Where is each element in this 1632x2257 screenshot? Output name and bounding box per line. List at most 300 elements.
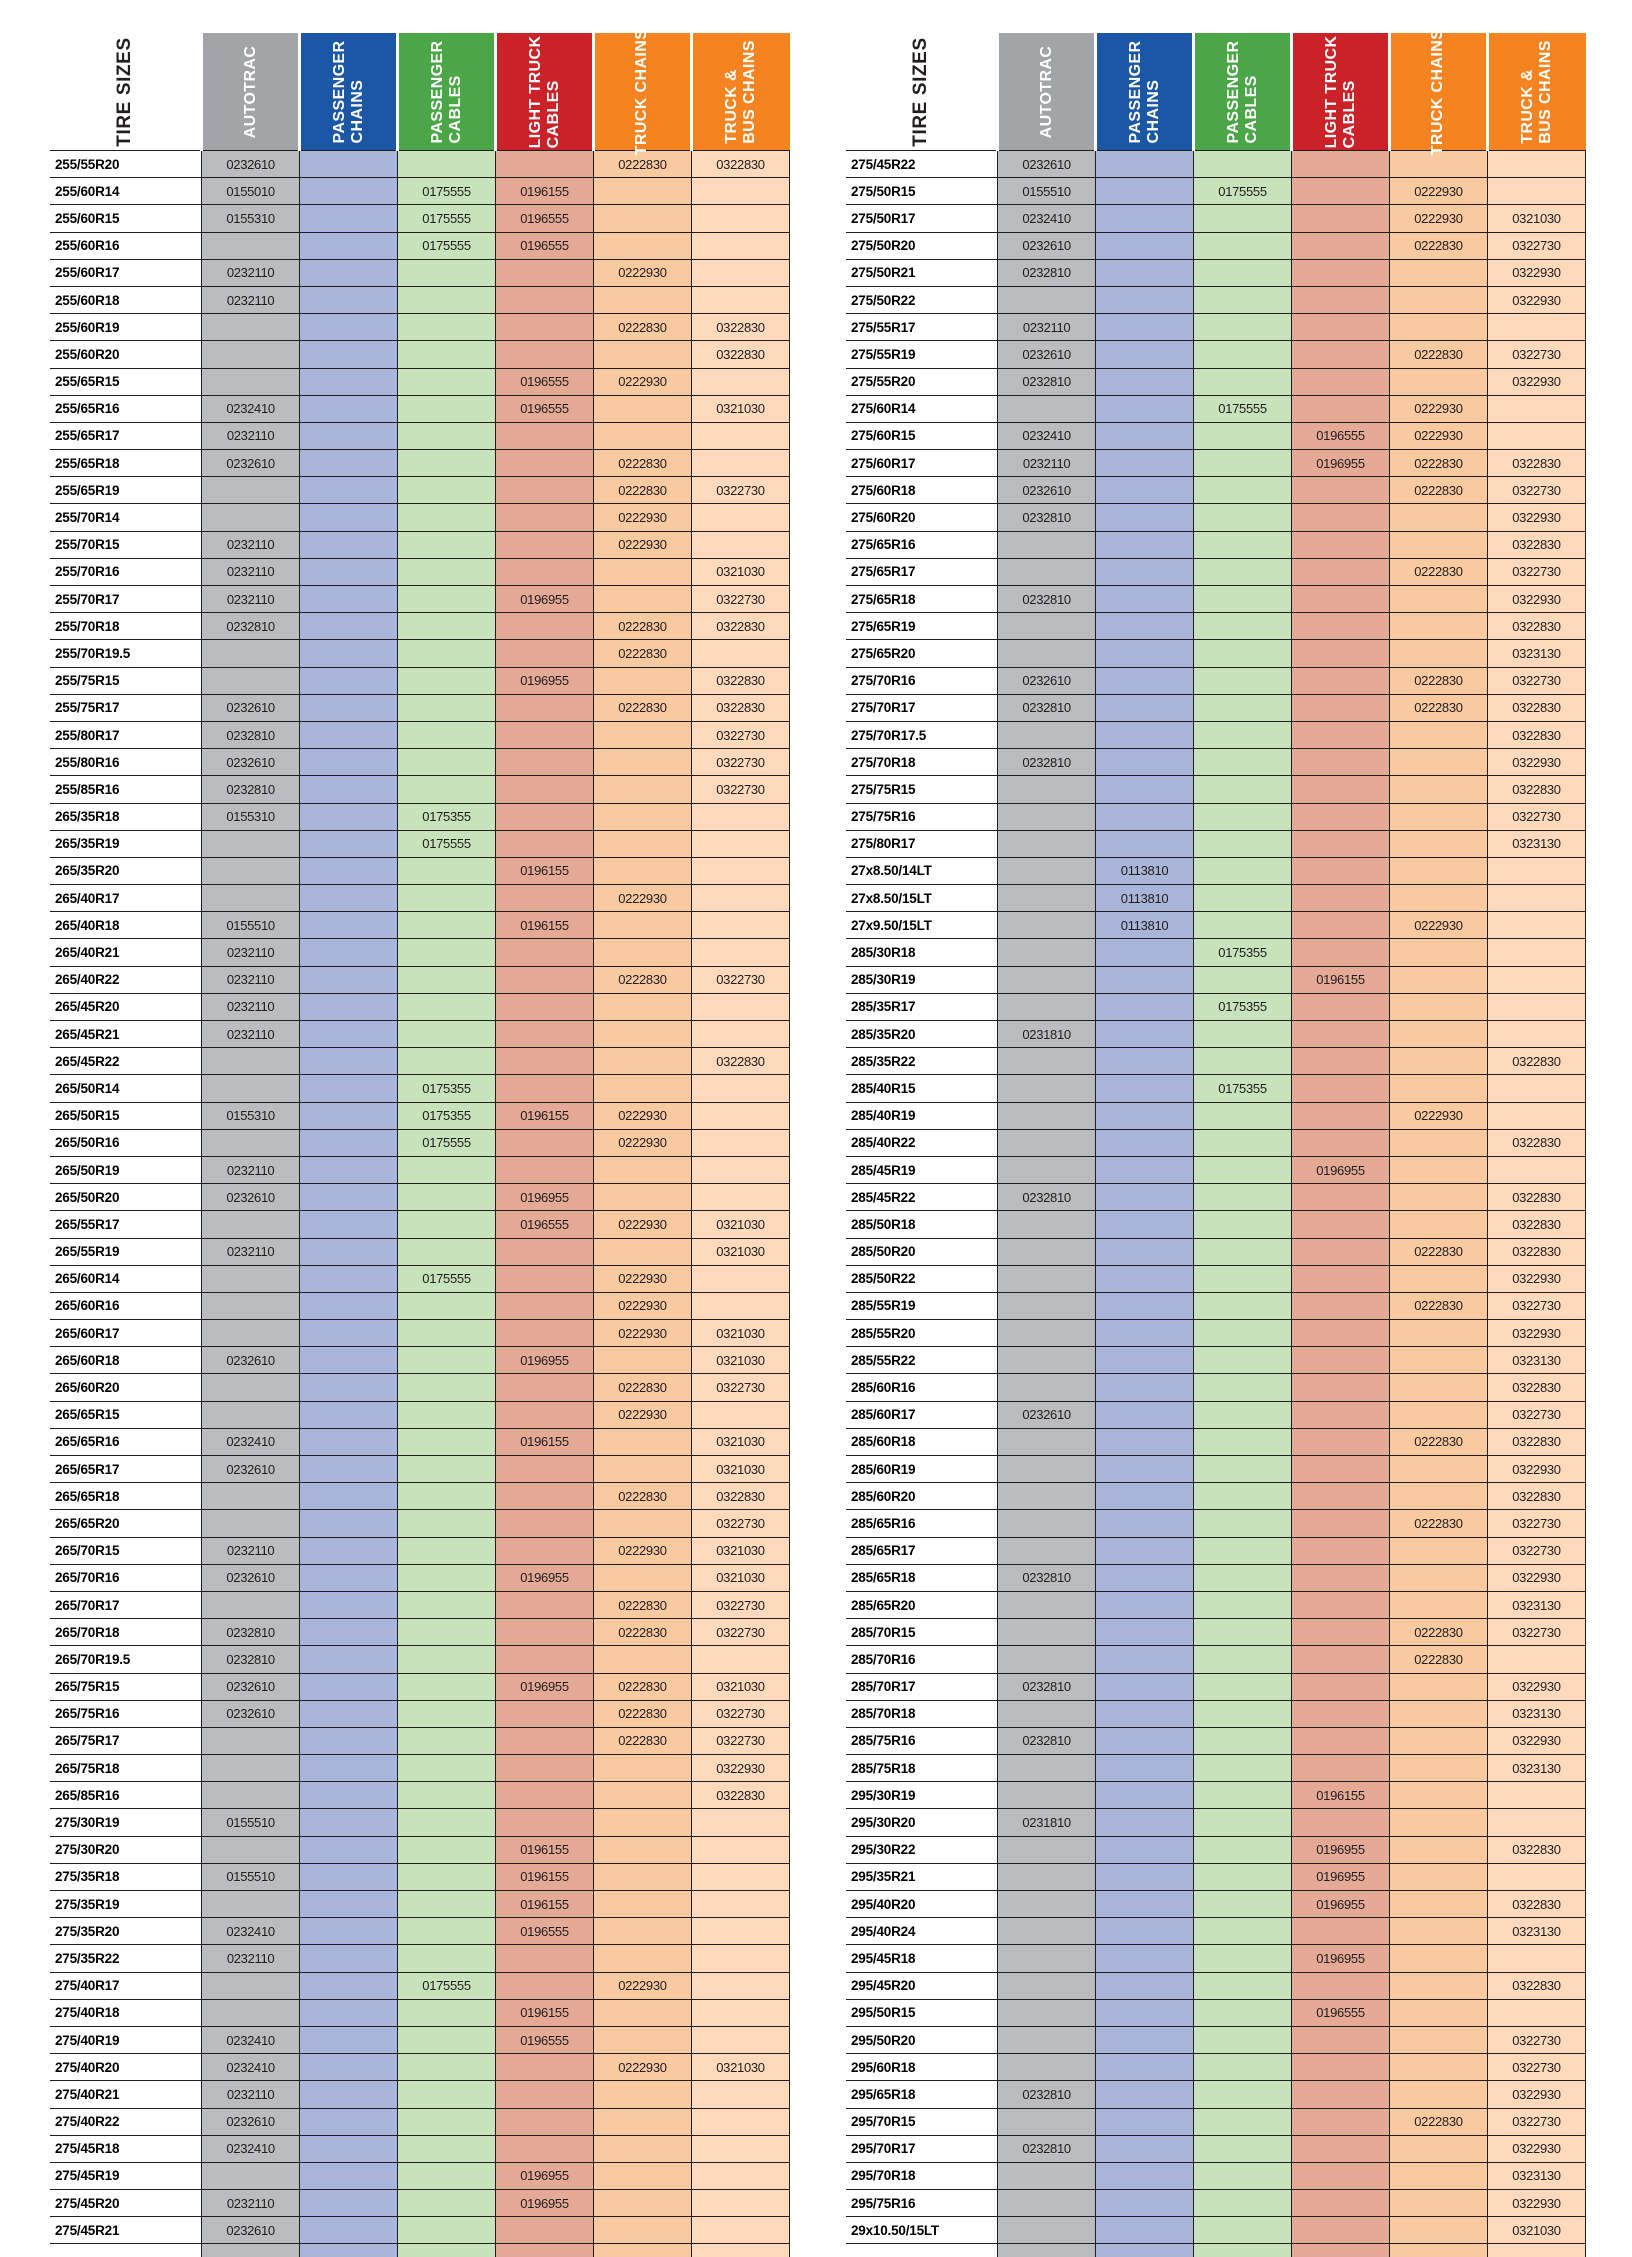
table-row: [50, 1102, 790, 1129]
part-number-cell-truck_chains: 0222930: [1389, 912, 1487, 939]
part-number-cell-truck_bus_chains: 0321030: [691, 1564, 789, 1591]
part-number-cell-passenger_chains: [1096, 2217, 1194, 2244]
tire-size-cell: 265/70R17: [50, 1591, 202, 1618]
part-number-cell-truck_bus_chains: 0322730: [1487, 1292, 1585, 1319]
part-number-cell-passenger_chains: [1096, 993, 1194, 1020]
part-number-cell-passenger_chains: [1096, 1320, 1194, 1347]
part-number-cell-passenger_chains: [300, 2108, 398, 2135]
part-number-cell-truck_bus_chains: [691, 1972, 789, 1999]
part-number-cell-autotrac: [202, 857, 300, 884]
part-number-cell-truck_chains: 0222930: [593, 1292, 691, 1319]
part-number-cell-truck_bus_chains: 0322730: [1487, 1537, 1585, 1564]
table-row: [846, 1700, 1586, 1727]
tire-size-cell: 255/60R17: [50, 259, 202, 286]
part-number-cell-autotrac: 0232110: [202, 1945, 300, 1972]
part-number-cell-autotrac: 0232410: [998, 205, 1096, 232]
tire-size-cell: 275/35R20: [50, 1918, 202, 1945]
part-number-cell-passenger_cables: [398, 1292, 496, 1319]
part-number-cell-truck_chains: 0222930: [593, 2054, 691, 2081]
tire-size-cell: 275/75R16: [846, 803, 998, 830]
part-number-cell-truck_bus_chains: 0322830: [691, 1483, 789, 1510]
part-number-cell-passenger_cables: [398, 1456, 496, 1483]
column-header-autotrac: [202, 33, 300, 151]
part-number-cell-passenger_chains: [1096, 1891, 1194, 1918]
table-row: [50, 531, 790, 558]
part-number-cell-passenger_chains: [300, 1320, 398, 1347]
table-row: [50, 1891, 790, 1918]
part-number-cell-passenger_chains: [300, 1347, 398, 1374]
part-number-cell-passenger_cables: 0175555: [398, 1972, 496, 1999]
part-number-cell-truck_chains: 0222930: [593, 885, 691, 912]
part-number-cell-autotrac: [202, 232, 300, 259]
part-number-cell-truck_chains: [593, 586, 691, 613]
part-number-cell-light_truck_cables: [1292, 1673, 1390, 1700]
part-number-cell-truck_chains: 0222930: [593, 1129, 691, 1156]
tire-size-cell: 285/55R19: [846, 1292, 998, 1319]
part-number-cell-light_truck_cables: [1292, 1564, 1390, 1591]
part-number-cell-passenger_chains: [300, 395, 398, 422]
part-number-cell-truck_bus_chains: 0322730: [691, 776, 789, 803]
table-row: [846, 1891, 1586, 1918]
part-number-cell-passenger_chains: [300, 1619, 398, 1646]
part-number-cell-truck_bus_chains: 0322730: [691, 1727, 789, 1754]
part-number-cell-passenger_cables: [1194, 1619, 1292, 1646]
table-row: [50, 1537, 790, 1564]
table-row: [846, 1292, 1586, 1319]
part-number-cell-autotrac: [998, 286, 1096, 313]
part-number-cell-passenger_chains: [300, 314, 398, 341]
part-number-cell-passenger_cables: [1194, 2217, 1292, 2244]
part-number-cell-passenger_cables: [398, 857, 496, 884]
part-number-cell-light_truck_cables: [1292, 1700, 1390, 1727]
part-number-cell-truck_bus_chains: 0323130: [1487, 1755, 1585, 1782]
table-row: [846, 558, 1586, 585]
table-row: [846, 368, 1586, 395]
part-number-cell-light_truck_cables: [496, 1048, 594, 1075]
part-number-cell-autotrac: [998, 1945, 1096, 1972]
part-number-cell-autotrac: [202, 2162, 300, 2189]
part-number-cell-truck_bus_chains: 0322830: [1487, 776, 1585, 803]
part-number-cell-truck_bus_chains: 0321030: [1487, 205, 1585, 232]
part-number-cell-passenger_cables: [398, 1646, 496, 1673]
part-number-cell-passenger_chains: [300, 286, 398, 313]
part-number-cell-truck_chains: 0222930: [1389, 395, 1487, 422]
part-number-cell-truck_bus_chains: 0322830: [1487, 531, 1585, 558]
tire-size-cell: 285/55R20: [846, 1320, 998, 1347]
part-number-cell-light_truck_cables: [496, 1265, 594, 1292]
table-row: [50, 1972, 790, 1999]
part-number-cell-autotrac: [202, 1320, 300, 1347]
part-number-cell-truck_bus_chains: 0322930: [1487, 286, 1585, 313]
part-number-cell-passenger_chains: [300, 667, 398, 694]
tire-size-cell: 255/75R15: [50, 667, 202, 694]
table-row: [846, 1320, 1586, 1347]
tire-size-cell: 275/65R19: [846, 613, 998, 640]
part-number-cell-truck_chains: [1389, 2190, 1487, 2217]
part-number-cell-truck_chains: [1389, 857, 1487, 884]
part-number-cell-autotrac: [202, 1972, 300, 1999]
part-number-cell-light_truck_cables: 0196955: [496, 1347, 594, 1374]
part-number-cell-light_truck_cables: [496, 1700, 594, 1727]
part-number-cell-passenger_chains: [1096, 1428, 1194, 1455]
table-row: [50, 2162, 790, 2189]
part-number-cell-autotrac: [998, 1591, 1096, 1618]
tire-size-cell: 275/60R15: [846, 422, 998, 449]
part-number-cell-truck_bus_chains: 0322830: [1487, 613, 1585, 640]
part-number-cell-passenger_cables: [398, 1483, 496, 1510]
table-row: [846, 1727, 1586, 1754]
part-number-cell-truck_chains: [593, 1347, 691, 1374]
part-number-cell-truck_chains: [1389, 504, 1487, 531]
part-number-cell-passenger_chains: [300, 477, 398, 504]
part-number-cell-passenger_chains: [1096, 1456, 1194, 1483]
table-row: [846, 259, 1586, 286]
part-number-cell-truck_chains: [1389, 749, 1487, 776]
part-number-cell-autotrac: [998, 1537, 1096, 1564]
part-number-cell-autotrac: [998, 1700, 1096, 1727]
tire-size-cell: 295/65R18: [846, 2081, 998, 2108]
tire-size-cell: 275/45R18: [50, 2135, 202, 2162]
part-number-cell-truck_bus_chains: [1487, 993, 1585, 1020]
part-number-cell-truck_bus_chains: [691, 368, 789, 395]
part-number-cell-autotrac: [998, 1320, 1096, 1347]
footer-cell-tire_sizes: [846, 2244, 998, 2257]
part-number-cell-autotrac: 0232410: [998, 422, 1096, 449]
part-number-cell-passenger_cables: [1194, 558, 1292, 585]
part-number-cell-light_truck_cables: 0196155: [496, 857, 594, 884]
part-number-cell-truck_chains: [593, 1238, 691, 1265]
column-header-passenger_chains: [1096, 33, 1194, 151]
part-number-cell-autotrac: 0155310: [202, 803, 300, 830]
part-number-cell-passenger_cables: [398, 885, 496, 912]
part-number-cell-light_truck_cables: [1292, 314, 1390, 341]
part-number-cell-autotrac: [998, 640, 1096, 667]
part-number-cell-truck_bus_chains: [691, 1265, 789, 1292]
part-number-cell-passenger_chains: [1096, 1156, 1194, 1183]
table-row: [846, 314, 1586, 341]
part-number-cell-light_truck_cables: [1292, 2135, 1390, 2162]
part-number-cell-light_truck_cables: [1292, 885, 1390, 912]
part-number-cell-truck_chains: [593, 2081, 691, 2108]
part-number-cell-truck_bus_chains: 0323130: [1487, 1918, 1585, 1945]
table-row: [846, 1374, 1586, 1401]
part-number-cell-passenger_chains: [1096, 1700, 1194, 1727]
part-number-cell-truck_bus_chains: [691, 2026, 789, 2053]
table-row: [50, 2135, 790, 2162]
tire-size-cell: 285/35R17: [846, 993, 998, 1020]
part-number-cell-passenger_cables: [398, 1918, 496, 1945]
part-number-cell-passenger_cables: [398, 1428, 496, 1455]
part-number-cell-passenger_cables: 0175555: [1194, 395, 1292, 422]
part-number-cell-truck_bus_chains: [691, 1918, 789, 1945]
part-number-cell-light_truck_cables: 0196955: [496, 1184, 594, 1211]
part-number-cell-light_truck_cables: [496, 1075, 594, 1102]
part-number-cell-light_truck_cables: [1292, 1755, 1390, 1782]
table-row: [846, 1401, 1586, 1428]
part-number-cell-passenger_cables: [1194, 1238, 1292, 1265]
part-number-cell-truck_bus_chains: 0323130: [1487, 830, 1585, 857]
tire-size-cell: 275/40R20: [50, 2054, 202, 2081]
tire-size-cell: 275/30R20: [50, 1836, 202, 1863]
part-number-cell-truck_chains: 0222830: [593, 477, 691, 504]
part-number-cell-passenger_chains: [1096, 2190, 1194, 2217]
part-number-cell-passenger_chains: [300, 1456, 398, 1483]
part-number-cell-passenger_cables: [1194, 1401, 1292, 1428]
part-number-cell-truck_bus_chains: [1487, 1809, 1585, 1836]
table-row: [846, 1510, 1586, 1537]
tire-size-cell: 285/55R22: [846, 1347, 998, 1374]
column-header-passenger_cables: [398, 33, 496, 151]
part-number-cell-truck_chains: 0222830: [1389, 1238, 1487, 1265]
column-header-label-truck_chains: TRUCK CHAINS: [633, 28, 651, 155]
part-number-cell-passenger_chains: 0113810: [1096, 912, 1194, 939]
tire-size-cell: 295/45R18: [846, 1945, 998, 1972]
part-number-cell-truck_chains: 0222830: [593, 314, 691, 341]
part-number-cell-passenger_chains: [300, 178, 398, 205]
footer-cell-light_truck_cables: [1292, 2244, 1390, 2257]
part-number-cell-passenger_cables: [1194, 151, 1292, 178]
part-number-cell-passenger_cables: [398, 2135, 496, 2162]
table-row: [846, 2054, 1586, 2081]
part-number-cell-truck_chains: [1389, 1156, 1487, 1183]
part-number-cell-truck_bus_chains: 0322930: [1487, 2135, 1585, 2162]
part-number-cell-light_truck_cables: [496, 721, 594, 748]
part-number-cell-truck_bus_chains: 0321030: [691, 1537, 789, 1564]
tire-size-cell: 265/75R15: [50, 1673, 202, 1700]
tire-size-cell: 285/40R15: [846, 1075, 998, 1102]
part-number-cell-truck_bus_chains: [691, 1836, 789, 1863]
tire-size-cell: 255/80R16: [50, 749, 202, 776]
column-header-autotrac: [998, 33, 1096, 151]
part-number-cell-light_truck_cables: [496, 966, 594, 993]
part-number-cell-passenger_cables: [398, 613, 496, 640]
tire-size-cell: 285/35R22: [846, 1048, 998, 1075]
part-number-cell-autotrac: 0232610: [202, 2217, 300, 2244]
part-number-cell-truck_chains: [1389, 1021, 1487, 1048]
part-number-cell-light_truck_cables: [1292, 286, 1390, 313]
part-number-cell-passenger_chains: [1096, 1483, 1194, 1510]
column-header-label-autotrac: AUTOTRAC: [1037, 45, 1055, 138]
part-number-cell-autotrac: 0155510: [202, 912, 300, 939]
part-number-cell-autotrac: 0232110: [202, 966, 300, 993]
part-number-cell-light_truck_cables: 0196955: [1292, 1836, 1390, 1863]
tire-size-cell: 255/70R19.5: [50, 640, 202, 667]
column-header-label-tire_sizes: TIRE SIZES: [910, 36, 932, 147]
table-row: [846, 1972, 1586, 1999]
part-number-cell-passenger_chains: [1096, 694, 1194, 721]
part-number-cell-light_truck_cables: 0196955: [496, 2190, 594, 2217]
table-row: [846, 1211, 1586, 1238]
part-number-cell-passenger_cables: [398, 1320, 496, 1347]
table-row: [50, 1075, 790, 1102]
table-row: [846, 749, 1586, 776]
tire-size-cell: 275/60R18: [846, 477, 998, 504]
part-number-cell-passenger_cables: [1194, 531, 1292, 558]
part-number-cell-passenger_chains: [300, 1646, 398, 1673]
part-number-cell-truck_chains: [593, 1782, 691, 1809]
part-number-cell-light_truck_cables: 0196555: [496, 205, 594, 232]
footer-cell-autotrac: [998, 2244, 1096, 2257]
part-number-cell-light_truck_cables: [1292, 1591, 1390, 1618]
part-number-cell-truck_chains: [593, 1428, 691, 1455]
part-number-cell-passenger_chains: [300, 232, 398, 259]
part-number-cell-passenger_cables: [1194, 232, 1292, 259]
tire-size-cell: 285/60R16: [846, 1374, 998, 1401]
part-number-cell-light_truck_cables: [1292, 2162, 1390, 2189]
part-number-cell-truck_bus_chains: 0322930: [1487, 1564, 1585, 1591]
part-number-cell-light_truck_cables: 0196155: [496, 1836, 594, 1863]
part-number-cell-light_truck_cables: [496, 2217, 594, 2244]
part-number-cell-light_truck_cables: [496, 694, 594, 721]
part-number-cell-truck_chains: 0222830: [1389, 694, 1487, 721]
part-number-cell-truck_chains: [1389, 1673, 1487, 1700]
part-number-cell-passenger_cables: 0175355: [1194, 939, 1292, 966]
tire-size-cell: 275/70R17.5: [846, 721, 998, 748]
part-number-cell-passenger_cables: [398, 450, 496, 477]
table-row: [50, 586, 790, 613]
table-row: [846, 993, 1586, 1020]
part-number-cell-light_truck_cables: [496, 1782, 594, 1809]
tire-size-cell: 275/35R18: [50, 1863, 202, 1890]
part-number-cell-light_truck_cables: [1292, 1401, 1390, 1428]
table-row: [846, 2026, 1586, 2053]
part-number-cell-passenger_chains: [1096, 1537, 1194, 1564]
table-row: [50, 776, 790, 803]
tire-size-cell: 265/60R20: [50, 1374, 202, 1401]
part-number-cell-passenger_cables: [1194, 1292, 1292, 1319]
part-number-cell-passenger_cables: [398, 504, 496, 531]
part-number-cell-passenger_chains: [300, 1863, 398, 1890]
table-row: [50, 1510, 790, 1537]
part-number-cell-autotrac: [202, 667, 300, 694]
tire-size-cell: 285/35R20: [846, 1021, 998, 1048]
part-number-cell-passenger_chains: [1096, 504, 1194, 531]
part-number-cell-passenger_chains: [1096, 1673, 1194, 1700]
part-number-cell-truck_bus_chains: 0322730: [691, 586, 789, 613]
footer-cell-passenger_chains: [300, 2244, 398, 2257]
part-number-cell-passenger_chains: [1096, 477, 1194, 504]
part-number-cell-autotrac: [202, 1075, 300, 1102]
part-number-cell-truck_chains: [1389, 1945, 1487, 1972]
part-number-cell-truck_bus_chains: 0322730: [1487, 1619, 1585, 1646]
part-number-cell-autotrac: 0232110: [202, 1537, 300, 1564]
tire-size-cell: 275/30R19: [50, 1809, 202, 1836]
part-number-cell-truck_bus_chains: 0321030: [691, 558, 789, 585]
part-number-cell-truck_chains: 0222830: [1389, 1646, 1487, 1673]
part-number-cell-passenger_cables: [398, 586, 496, 613]
tire-size-cell: 265/70R18: [50, 1619, 202, 1646]
part-number-cell-autotrac: [998, 1646, 1096, 1673]
part-number-cell-passenger_chains: [1096, 939, 1194, 966]
table-row: [846, 395, 1586, 422]
part-number-cell-light_truck_cables: [496, 1537, 594, 1564]
part-number-cell-truck_bus_chains: [691, 939, 789, 966]
part-number-cell-autotrac: 0232110: [202, 558, 300, 585]
tire-size-cell: 285/30R19: [846, 966, 998, 993]
part-number-cell-passenger_chains: [1096, 395, 1194, 422]
part-number-cell-passenger_chains: [300, 1755, 398, 1782]
part-number-cell-light_truck_cables: [496, 1727, 594, 1754]
part-number-cell-autotrac: [202, 1401, 300, 1428]
part-number-cell-autotrac: 0232810: [202, 776, 300, 803]
table-row: [50, 314, 790, 341]
part-number-cell-truck_chains: [593, 558, 691, 585]
part-number-cell-truck_chains: [593, 1456, 691, 1483]
part-number-cell-passenger_cables: [398, 2217, 496, 2244]
tire-size-cell: 285/45R22: [846, 1184, 998, 1211]
part-number-cell-autotrac: [998, 1999, 1096, 2026]
part-number-cell-passenger_chains: [300, 1292, 398, 1319]
tire-size-cell: 275/50R15: [846, 178, 998, 205]
part-number-cell-truck_chains: [1389, 286, 1487, 313]
part-number-cell-autotrac: [202, 1211, 300, 1238]
tire-size-cell: 285/70R16: [846, 1646, 998, 1673]
part-number-cell-passenger_cables: [398, 1537, 496, 1564]
part-number-cell-truck_chains: [1389, 1836, 1487, 1863]
part-number-cell-truck_chains: [593, 1075, 691, 1102]
tire-size-cell: 295/35R21: [846, 1863, 998, 1890]
part-number-cell-passenger_cables: [1194, 1972, 1292, 1999]
table-row: [50, 1184, 790, 1211]
tire-size-cell: 275/65R17: [846, 558, 998, 585]
part-number-cell-passenger_cables: [1194, 286, 1292, 313]
part-number-cell-truck_bus_chains: [691, 2190, 789, 2217]
table-row: [50, 477, 790, 504]
table-row: [50, 341, 790, 368]
part-number-cell-passenger_chains: [1096, 830, 1194, 857]
table-row: [846, 1836, 1586, 1863]
part-number-cell-autotrac: [202, 1483, 300, 1510]
part-number-cell-passenger_chains: [300, 205, 398, 232]
part-number-cell-light_truck_cables: [1292, 1075, 1390, 1102]
part-number-cell-light_truck_cables: [1292, 1483, 1390, 1510]
tire-size-cell: 27x8.50/15LT: [846, 885, 998, 912]
part-number-cell-passenger_chains: [300, 531, 398, 558]
part-number-cell-truck_chains: [593, 939, 691, 966]
table-row: [50, 259, 790, 286]
part-number-cell-truck_bus_chains: 0322730: [1487, 803, 1585, 830]
part-number-cell-truck_bus_chains: [1487, 1021, 1585, 1048]
part-number-cell-passenger_cables: [1194, 314, 1292, 341]
tire-size-cell: 265/55R19: [50, 1238, 202, 1265]
part-number-cell-passenger_cables: [1194, 450, 1292, 477]
part-number-cell-passenger_chains: [1096, 613, 1194, 640]
part-number-cell-passenger_cables: [1194, 721, 1292, 748]
table-row: [50, 2108, 790, 2135]
part-number-cell-light_truck_cables: [496, 776, 594, 803]
table-row: [50, 1755, 790, 1782]
part-number-cell-autotrac: [998, 1211, 1096, 1238]
part-number-cell-passenger_chains: [1096, 1646, 1194, 1673]
part-number-cell-truck_bus_chains: 0322730: [1487, 232, 1585, 259]
part-number-cell-passenger_chains: [1096, 1347, 1194, 1374]
part-number-cell-autotrac: [998, 830, 1096, 857]
tire-size-cell: 265/85R16: [50, 1782, 202, 1809]
footer-cell-passenger_chains: [1096, 2244, 1194, 2257]
part-number-cell-truck_chains: [1389, 531, 1487, 558]
part-number-cell-light_truck_cables: [1292, 776, 1390, 803]
part-number-cell-autotrac: 0155510: [202, 1809, 300, 1836]
part-number-cell-passenger_cables: [398, 667, 496, 694]
part-number-cell-truck_bus_chains: 0321030: [691, 395, 789, 422]
table-row: [846, 232, 1586, 259]
part-number-cell-autotrac: [998, 1972, 1096, 1999]
part-number-cell-light_truck_cables: [496, 531, 594, 558]
tire-size-cell: 265/45R22: [50, 1048, 202, 1075]
tire-size-cell: 255/70R17: [50, 586, 202, 613]
part-number-cell-passenger_cables: [398, 1156, 496, 1183]
part-number-cell-truck_chains: [1389, 1727, 1487, 1754]
